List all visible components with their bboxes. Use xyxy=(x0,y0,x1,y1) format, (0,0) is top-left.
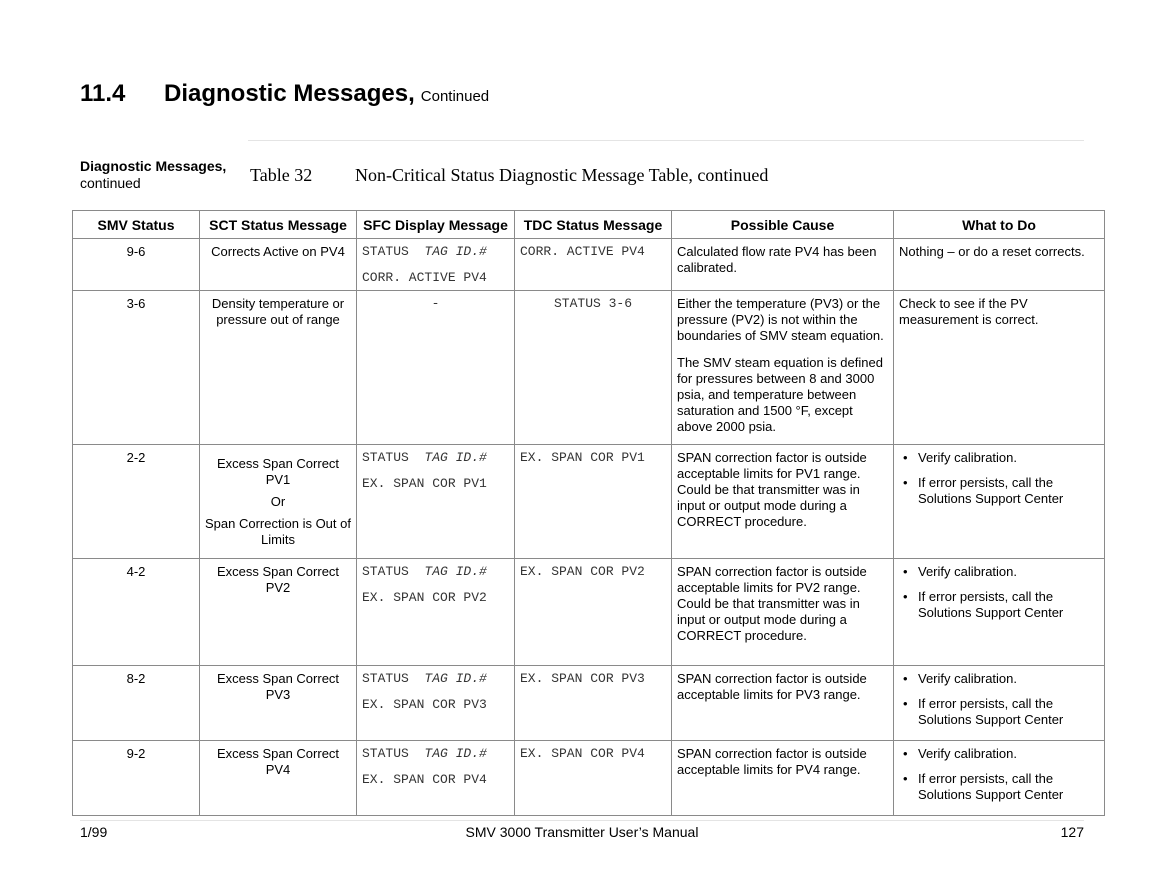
table-row xyxy=(73,239,1105,291)
footer-rule xyxy=(80,820,1084,821)
possible-cause-cell xyxy=(672,445,894,559)
sfc-line-1 xyxy=(362,244,487,259)
todo-item: • If error persists, call the Solutions Support Center xyxy=(899,589,1099,621)
sfc-display-cell xyxy=(357,559,515,666)
section-continued: Continued xyxy=(420,88,490,105)
todo-item: • Verify calibration. xyxy=(899,450,1099,466)
cause-paragraph: SPAN correction factor is outside acceptable limits for PV1 range. Could be that transmitter was in input or output mode during a CORRECT procedure. xyxy=(677,450,867,529)
column-header: SFC Display Message xyxy=(357,211,515,239)
tdc-status-cell: EX. SPAN COR PV3 xyxy=(515,666,672,741)
sfc-status-word: STATUS xyxy=(362,450,409,465)
todo-text: Nothing – or do a reset corrects. xyxy=(899,244,1085,259)
table-number: Table 32 xyxy=(250,165,313,185)
todo-list xyxy=(899,564,1099,621)
sfc-line-2: EX. SPAN COR PV1 xyxy=(362,476,487,491)
todo-item: • If error persists, call the Solutions Support Center xyxy=(899,696,1099,728)
tdc-status-cell: EX. SPAN COR PV4 xyxy=(515,741,672,816)
todo-item: • Verify calibration. xyxy=(899,564,1099,580)
column-header: SMV Status xyxy=(73,211,200,239)
smv-status-cell: 2-2 xyxy=(73,445,200,559)
tdc-status-cell: STATUS 3-6 xyxy=(515,291,672,445)
what-to-do-cell xyxy=(894,559,1105,666)
sct-message: Excess Span Correct PV4 xyxy=(216,746,340,777)
cause-paragraph: SPAN correction factor is outside acceptable limits for PV2 range. Could be that transmitter was in input or output mode during a CORRECT procedure. xyxy=(677,564,867,643)
smv-status-cell: 4-2 xyxy=(73,559,200,666)
sfc-line-2: EX. SPAN COR PV3 xyxy=(362,697,487,712)
sct-status-cell xyxy=(200,741,357,816)
cause-paragraph: Either the temperature (PV3) or the pressure (PV2) is not within the boundaries of SMV steam equation. xyxy=(677,296,884,343)
tdc-status-cell: EX. SPAN COR PV2 xyxy=(515,559,672,666)
table-row xyxy=(73,445,1105,559)
sfc-tag-id: TAG ID.# xyxy=(424,450,487,465)
smv-status-cell: 3-6 xyxy=(73,291,200,445)
smv-status-cell: 9-2 xyxy=(73,741,200,816)
column-header: What to Do xyxy=(894,211,1105,239)
sct-message: Span Correction is Out of Limits xyxy=(205,516,351,547)
smv-status-cell: 9-6 xyxy=(73,239,200,291)
table-header-row xyxy=(73,211,1105,239)
footer-page-number: 127 xyxy=(1060,824,1084,840)
todo-text: Check to see if the PV measurement is correct. xyxy=(899,296,1039,327)
sfc-line-1 xyxy=(362,564,487,579)
sfc-status-word: STATUS xyxy=(362,746,409,761)
tdc-status-cell: CORR. ACTIVE PV4 xyxy=(515,239,672,291)
sct-message: Excess Span Correct PV2 xyxy=(216,564,340,595)
section-number: 11.4 xyxy=(80,80,126,107)
table-body xyxy=(73,239,1105,816)
cause-paragraph: SPAN correction factor is outside acceptable limits for PV4 range. xyxy=(677,746,867,777)
possible-cause-cell xyxy=(672,741,894,816)
sct-status-cell xyxy=(200,291,357,445)
sct-or-separator: Or xyxy=(270,494,286,509)
what-to-do-cell xyxy=(894,666,1105,741)
cause-paragraph: The SMV steam equation is defined for pressures between 8 and 3000 psia, and temperature between saturation and 1500 °F, except above 2000 psia. xyxy=(677,355,883,434)
column-header: TDC Status Message xyxy=(515,211,672,239)
possible-cause-cell xyxy=(672,239,894,291)
todo-item: • Verify calibration. xyxy=(899,746,1099,762)
todo-item: • If error persists, call the Solutions Support Center xyxy=(899,475,1099,507)
todo-list xyxy=(899,671,1099,728)
sfc-line-2: EX. SPAN COR PV4 xyxy=(362,772,487,787)
possible-cause-cell xyxy=(672,666,894,741)
possible-cause-cell xyxy=(672,291,894,445)
sct-status-cell xyxy=(200,666,357,741)
sfc-tag-id: TAG ID.# xyxy=(424,564,487,579)
section-heading: Diagnostic Messages, xyxy=(164,80,415,107)
sfc-line-2: CORR. ACTIVE PV4 xyxy=(362,270,487,285)
sfc-line-1 xyxy=(362,450,487,465)
todo-item: • If error persists, call the Solutions Support Center xyxy=(899,771,1099,803)
sct-message: Corrects Active on PV4 xyxy=(211,244,345,259)
table-row xyxy=(73,666,1105,741)
table-caption xyxy=(250,165,768,186)
section-title xyxy=(80,80,489,108)
sfc-display-cell xyxy=(357,445,515,559)
header-rule xyxy=(248,140,1084,141)
sct-message: Excess Span Correct PV3 xyxy=(216,671,340,702)
sfc-empty-dash: - xyxy=(431,296,440,311)
diagnostic-table xyxy=(72,210,1105,816)
footer-manual-title: SMV 3000 Transmitter User’s Manual xyxy=(465,824,699,840)
sct-message: Excess Span Correct PV1 xyxy=(216,456,340,487)
sfc-status-word: STATUS xyxy=(362,564,409,579)
sfc-tag-id: TAG ID.# xyxy=(424,671,487,686)
column-header: Possible Cause xyxy=(672,211,894,239)
what-to-do-cell xyxy=(894,445,1105,559)
tdc-status-cell: EX. SPAN COR PV1 xyxy=(515,445,672,559)
footer-date: 1/99 xyxy=(80,824,108,840)
possible-cause-cell xyxy=(672,559,894,666)
sfc-display-cell xyxy=(357,291,515,445)
side-label-bold: Diagnostic Messages, xyxy=(80,158,227,174)
sfc-tag-id: TAG ID.# xyxy=(424,244,487,259)
sfc-line-2: EX. SPAN COR PV2 xyxy=(362,590,487,605)
cause-paragraph: SPAN correction factor is outside acceptable limits for PV3 range. xyxy=(677,671,867,702)
todo-item: • Verify calibration. xyxy=(899,671,1099,687)
sct-message: Density temperature or pressure out of range xyxy=(211,296,345,327)
sfc-status-word: STATUS xyxy=(362,671,409,686)
side-label xyxy=(80,158,226,192)
sfc-display-cell xyxy=(357,239,515,291)
table-row xyxy=(73,559,1105,666)
sct-status-cell xyxy=(200,445,357,559)
sct-status-cell xyxy=(200,559,357,666)
table-title: Non-Critical Status Diagnostic Message Table, continued xyxy=(355,165,769,185)
sfc-display-cell xyxy=(357,741,515,816)
what-to-do-cell xyxy=(894,291,1105,445)
todo-list xyxy=(899,746,1099,803)
what-to-do-cell xyxy=(894,741,1105,816)
sfc-display-cell xyxy=(357,666,515,741)
table-row xyxy=(73,291,1105,445)
what-to-do-cell xyxy=(894,239,1105,291)
cause-paragraph: Calculated flow rate PV4 has been calibrated. xyxy=(677,244,877,275)
sfc-line-1 xyxy=(362,746,487,761)
sfc-tag-id: TAG ID.# xyxy=(424,746,487,761)
sct-status-cell xyxy=(200,239,357,291)
side-label-normal: continued xyxy=(80,175,141,191)
todo-list xyxy=(899,450,1099,507)
sfc-status-word: STATUS xyxy=(362,244,409,259)
page-footer xyxy=(80,824,1084,842)
table-row xyxy=(73,741,1105,816)
smv-status-cell: 8-2 xyxy=(73,666,200,741)
column-header: SCT Status Message xyxy=(200,211,357,239)
sfc-line-1 xyxy=(362,671,487,686)
